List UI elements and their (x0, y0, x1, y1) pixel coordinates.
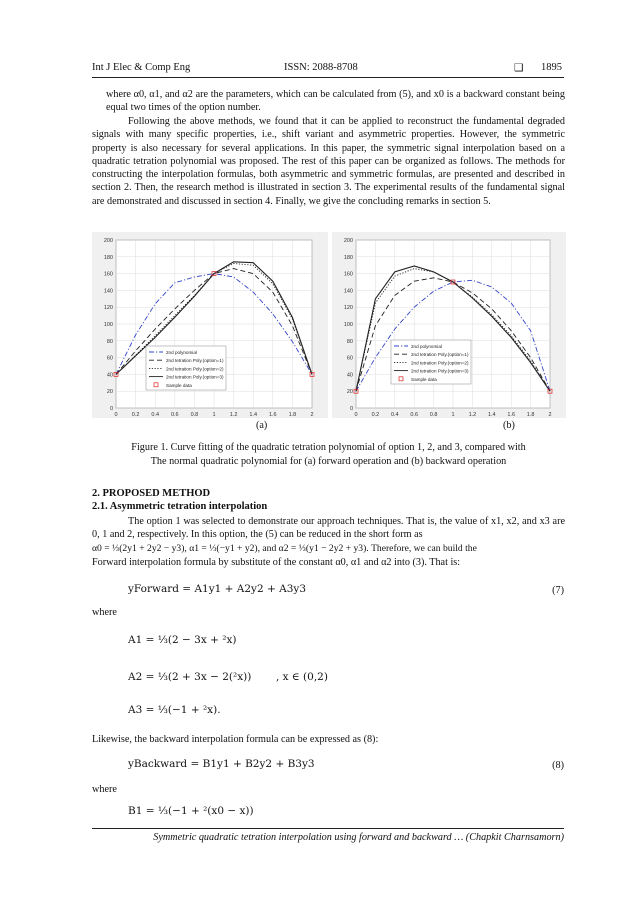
equation-7-number: (7) (552, 585, 564, 596)
legend-entry: Sample data (411, 376, 437, 382)
legend-entry: 2nd polynomial (166, 350, 197, 355)
equation-8-number: (8) (552, 760, 564, 771)
chart-panel-a (104, 238, 314, 418)
figure-label-a: (a) (256, 420, 268, 431)
x-tick-label: 0 (114, 412, 118, 418)
y-tick-label: 160 (103, 271, 113, 278)
x-tick-label: 2 (548, 412, 552, 418)
x-tick-label: 1 (451, 412, 455, 418)
section-paragraph-1b: Forward interpolation formula by substitute of the constant α0, α1 and α2 into (3). That is: (92, 557, 461, 568)
y-tick-label: 40 (106, 372, 113, 379)
footer-rule (92, 828, 564, 829)
where-label-2: where (92, 784, 117, 795)
x-tick-label: 0.4 (151, 412, 160, 418)
equation-A3: A3 = ⅓(−1 + ²x). (128, 704, 221, 716)
x-tick-label: 1.4 (487, 412, 496, 418)
where-label-1: where (92, 607, 117, 618)
legend-entry: 2nd polynomial (411, 344, 442, 349)
legend-entry: 2nd tetration Poly.(option=2) (411, 360, 469, 366)
chart-panel-b (344, 238, 552, 418)
legend-entry: 2nd tetration Poly.(option=1) (411, 352, 469, 358)
alpha-definitions: α0 = ⅓(2y1 + 2y2 − y3), α1 = ⅓(−y1 + y2), and α2 = ⅓(y1 − 2y2 + y3). Therefore, we can build the (92, 543, 477, 554)
x-tick-label: 1.2 (229, 412, 238, 418)
figure-1 (92, 232, 566, 418)
x-tick-label: 0 (354, 412, 358, 418)
y-tick-label: 180 (103, 254, 113, 261)
x-tick-label: 2 (310, 412, 314, 418)
figure-caption-line-1: Figure 1. Curve fitting of the quadratic tetration polynomial of option 1, 2, and 3, compared with (131, 442, 526, 453)
legend-entry: 2nd tetration Poly.(option=3) (411, 368, 469, 374)
journal-name: Int J Elec & Comp Eng (92, 62, 191, 73)
equation-B1: B1 = ⅓(−1 + ²(x0 − x)) (128, 805, 254, 817)
equation-A1: A1 = ⅓(2 − 3x + ²x) (128, 634, 237, 646)
equation-7: yForward = A1y1 + A2y2 + A3y3 (128, 583, 307, 595)
section-paragraph-2: Likewise, the backward interpolation formula can be expressed as (8): (92, 734, 379, 745)
y-tick-label: 20 (106, 389, 113, 396)
x-tick-label: 0.2 (371, 412, 380, 418)
legend-entry: 2nd tetration Poly.(option=1) (166, 358, 224, 364)
x-tick-label: 0.4 (390, 412, 399, 418)
y-tick-label: 60 (106, 355, 113, 362)
box-icon: ❑ (514, 63, 524, 74)
x-tick-label: 1.6 (268, 412, 277, 418)
subsection-heading: 2.1. Asymmetric tetration interpolation (92, 501, 268, 512)
x-tick-label: 0.8 (190, 412, 199, 418)
y-tick-label: 80 (346, 338, 353, 345)
intro-paragraph-2: Following the above methods, we found that it can be applied to reconstruct the fundamental degraded signals with many specific properties, i.e., shift variant and asymmetric properties. However, the symmetric property is also necessary for several applications. In this paper, the symmetric signal interpolation based on a quadratic tetration polynomial was proposed. The rest of this paper can be organized as follows. The methods for constructing the interpolation formulas, both asymmetric and symmetric formulas, are presented and described in section 2. Then, the research method is illustrated in section 3. The experimental results of the fundamental signal are demonstrated and discussed in section 4. Finally, we give the concluding remarks in section 5. (92, 116, 565, 207)
equation-8: yBackward = B1y1 + B2y2 + B3y3 (128, 758, 315, 770)
legend-entry: 2nd tetration Poly.(option=2) (166, 366, 224, 372)
header-rule (92, 77, 564, 78)
y-tick-label: 20 (346, 389, 353, 396)
x-tick-label: 1.2 (468, 412, 477, 418)
y-tick-label: 140 (343, 288, 353, 295)
legend-entry: 2nd tetration Poly.(option=3) (166, 374, 224, 380)
section-paragraph-1: The option 1 was selected to demonstrate our approach techniques. That is, the value of x1, x2, and x3 are 0, 1 and 2, respectively. In this option, the (5) can be reduced in the short form as (92, 516, 565, 541)
y-tick-label: 200 (343, 238, 353, 244)
x-tick-label: 1.8 (526, 412, 535, 418)
x-tick-label: 0.2 (131, 412, 140, 418)
page-number: 1895 (541, 62, 562, 73)
equation-A2: A2 = ⅓(2 + 3x − 2(²x)) (128, 671, 252, 683)
y-tick-label: 60 (346, 355, 353, 362)
x-tick-label: 0.6 (170, 412, 179, 418)
equation-A2-domain: , x ∈ (0,2) (276, 671, 328, 683)
y-tick-label: 180 (343, 254, 353, 261)
y-tick-label: 0 (349, 406, 353, 412)
y-tick-label: 120 (103, 305, 113, 312)
y-tick-label: 80 (106, 338, 113, 345)
x-tick-label: 1.8 (288, 412, 297, 418)
y-tick-label: 100 (103, 322, 113, 328)
y-tick-label: 100 (343, 322, 353, 328)
y-tick-label: 200 (103, 238, 113, 244)
section-heading: 2. PROPOSED METHOD (92, 488, 211, 499)
footer-running-title: Symmetric quadratic tetration interpolation using forward and backward … (Chapkit Charnsamorn) (153, 832, 564, 843)
intro-paragraph-1: where α0, α1, and α2 are the parameters, which can be calculated from (5), and x0 is a backward constant being equal two times of the option number. (106, 89, 565, 114)
x-tick-label: 1 (212, 412, 216, 418)
x-tick-label: 0.8 (429, 412, 438, 418)
x-tick-label: 1.6 (507, 412, 516, 418)
y-tick-label: 140 (103, 288, 113, 295)
y-tick-label: 40 (346, 372, 353, 379)
legend-entry: Sample data (166, 382, 192, 388)
y-tick-label: 120 (343, 305, 353, 312)
x-tick-label: 1.4 (249, 412, 258, 418)
y-tick-label: 0 (109, 406, 113, 412)
issn: ISSN: 2088-8708 (284, 62, 358, 73)
figure-label-b: (b) (503, 420, 515, 431)
figure-caption-line-2: The normal quadratic polynomial for (a) forward operation and (b) backward operation (150, 456, 507, 467)
x-tick-label: 0.6 (410, 412, 419, 418)
y-tick-label: 160 (343, 271, 353, 278)
